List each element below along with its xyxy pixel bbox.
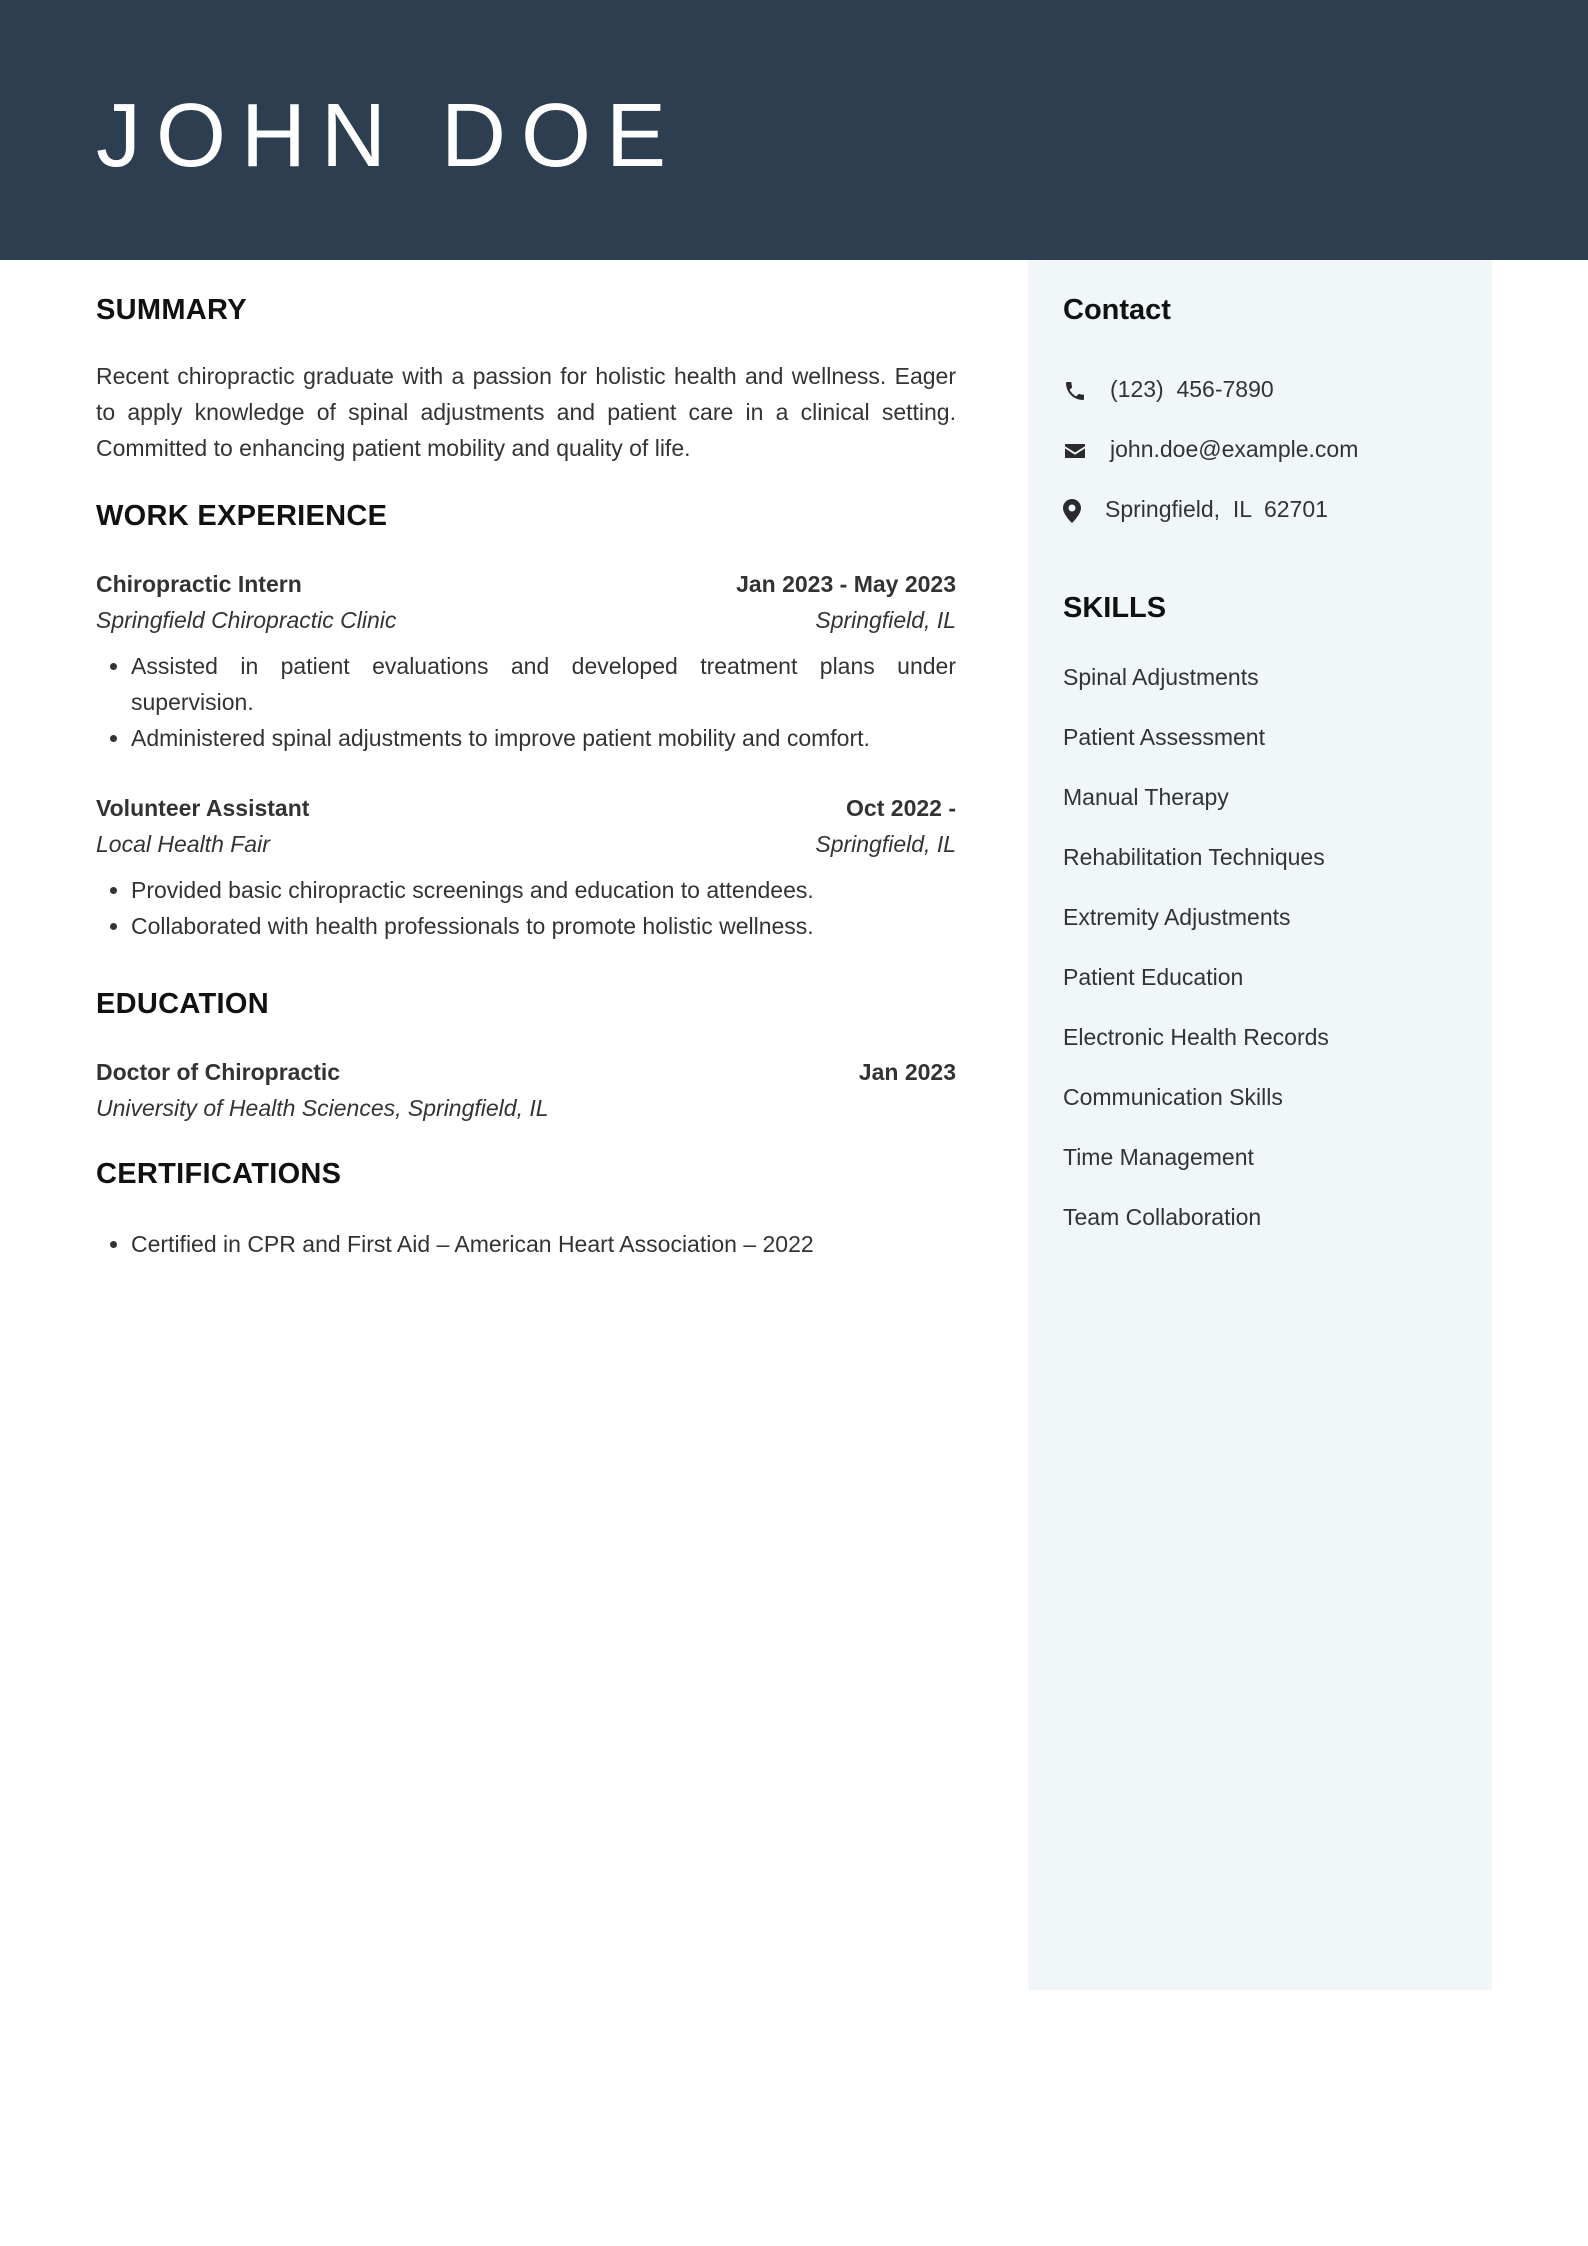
phone-icon — [1063, 377, 1087, 401]
job-dates: Jan 2023 - May 2023 — [736, 571, 956, 597]
skill-item: Rehabilitation Techniques — [1063, 844, 1325, 870]
education-date: Jan 2023 — [858, 1059, 956, 1085]
work-experience-heading: WORK EXPERIENCE — [96, 500, 388, 532]
header-banner — [0, 0, 1588, 260]
skill-item: Electronic Health Records — [1063, 1024, 1329, 1050]
certification-item: • Certified in CPR and First Aid – American Heart Association – 2022 — [131, 1226, 991, 1262]
education-header-row — [96, 1054, 956, 1090]
job-entry — [96, 790, 956, 944]
job-role: Chiropractic Intern — [96, 571, 302, 597]
job-header-row — [96, 566, 956, 602]
job-dates: Oct 2022 - — [846, 795, 956, 821]
job-entry — [96, 566, 956, 756]
skill-item: Patient Education — [1063, 964, 1244, 990]
skill-item: Communication Skills — [1063, 1084, 1283, 1110]
skill-item: Manual Therapy — [1063, 784, 1229, 810]
education-degree: Doctor of Chiropractic — [96, 1059, 341, 1085]
job-role: Volunteer Assistant — [96, 795, 310, 821]
envelope-icon — [1063, 437, 1087, 461]
job-employer: Local Health Fair — [96, 831, 270, 857]
education-entry — [96, 1054, 956, 1126]
education-school-row — [96, 1090, 956, 1126]
job-employer-row — [96, 826, 956, 862]
job-bullet: • Assisted in patient evaluations and developed treatment plans under supervision. — [131, 648, 956, 720]
certifications-heading: CERTIFICATIONS — [96, 1158, 342, 1190]
contact-location-text: Springfield, IL 62701 — [1105, 496, 1328, 522]
skill-item: Extremity Adjustments — [1063, 904, 1291, 930]
job-header-row — [96, 790, 956, 826]
job-bullet: • Provided basic chiropractic screenings and education to attendees. — [131, 872, 956, 908]
education-school: University of Health Sciences, Springfield, IL — [96, 1095, 549, 1121]
skill-item: Spinal Adjustments — [1063, 664, 1259, 690]
contact-location — [1063, 491, 1328, 527]
skills-heading: SKILLS — [1063, 592, 1167, 624]
job-employer: Springfield Chiropractic Clinic — [96, 607, 397, 633]
job-bullet: • Collaborated with health professionals to promote holistic wellness. — [131, 908, 956, 944]
contact-email — [1063, 431, 1358, 467]
education-heading: EDUCATION — [96, 988, 269, 1020]
contact-heading: Contact — [1063, 294, 1171, 326]
job-bullet-list — [96, 648, 956, 756]
certification-list — [96, 1226, 991, 1262]
contact-email-text: john.doe@example.com — [1110, 436, 1359, 462]
skill-item: Team Collaboration — [1063, 1204, 1262, 1230]
summary-heading: SUMMARY — [96, 294, 247, 326]
contact-phone-text: (123) 456-7890 — [1110, 376, 1274, 402]
job-employer-row — [96, 602, 956, 638]
skill-item: Patient Assessment — [1063, 724, 1265, 750]
map-pin-icon — [1063, 497, 1081, 521]
skills-list — [1063, 659, 1329, 1259]
job-bullet: • Administered spinal adjustments to improve patient mobility and comfort. — [131, 720, 956, 756]
contact-phone — [1063, 371, 1274, 407]
job-bullet-list — [96, 872, 956, 944]
job-location: Springfield, IL — [815, 831, 956, 857]
summary-text: Recent chiropractic graduate with a passion for holistic health and wellness. Eager to apply knowledge of spinal adjustments and patient care in a clinical setting. Committed to enhancing patient mobility and quality of life. — [96, 363, 956, 461]
job-location: Springfield, IL — [815, 607, 956, 633]
skill-item: Time Management — [1063, 1144, 1254, 1170]
candidate-name: JOHN DOE — [96, 86, 682, 186]
